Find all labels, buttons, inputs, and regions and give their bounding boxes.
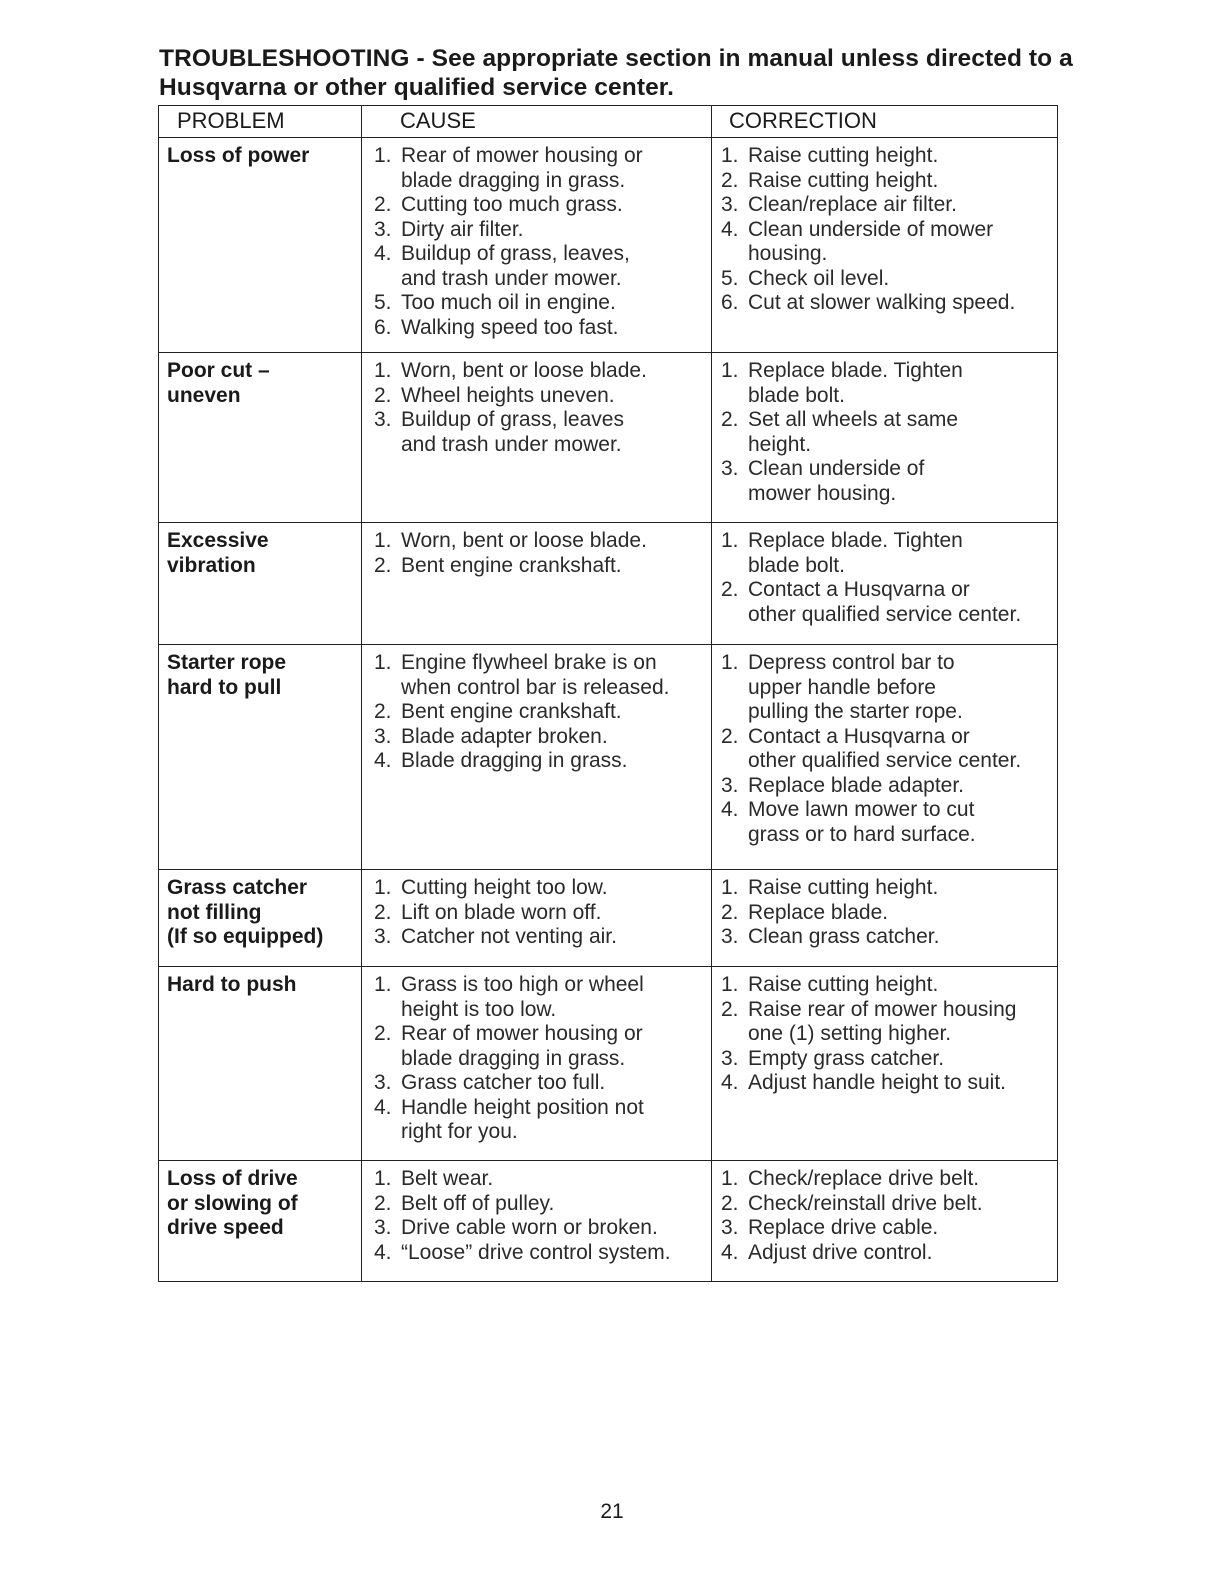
cause-item-text: Too much oil in engine. (401, 291, 616, 314)
cause-item-text: Blade dragging in grass. (401, 749, 628, 772)
correction-item-number: 2. (721, 578, 739, 601)
correction-item-number: 4. (721, 798, 739, 821)
correction-item-text: Replace blade. Tighten blade bolt. (748, 359, 963, 407)
cause-item-text: Buildup of grass, leaves, and trash under mower. (401, 242, 630, 290)
correction-item-text: Raise cutting height. (748, 876, 939, 899)
correction-item-text: Cut at slower walking speed. (748, 291, 1016, 314)
correction-item-number: 1. (721, 1167, 739, 1190)
correction-item (719, 578, 1051, 627)
cause-item (372, 1096, 705, 1145)
header-correction: CORRECTION (729, 108, 877, 133)
correction-cell (712, 1161, 1057, 1281)
correction-item-number: 2. (721, 168, 739, 192)
correction-item-text: Clean grass catcher. (748, 925, 940, 948)
cause-item-text: Drive cable worn or broken. (401, 1216, 658, 1239)
correction-cell (712, 870, 1057, 966)
cause-item-number: 3. (374, 408, 392, 431)
cause-item-text: “Loose” drive control system. (401, 1240, 671, 1264)
cause-item-text: Bent engine crankshaft. (401, 553, 622, 577)
correction-item (719, 901, 1051, 926)
correction-item (719, 457, 1051, 506)
cause-item-number: 3. (374, 724, 392, 748)
problem-cell (159, 1161, 362, 1281)
cause-item-text: Worn, bent or loose blade. (401, 529, 647, 552)
correction-item-text: Check/reinstall drive belt. (748, 1191, 983, 1215)
cause-item-text: Walking speed too fast. (401, 315, 619, 339)
correction-item (719, 529, 1051, 578)
cause-item-number: 5. (374, 291, 392, 314)
cause-item-text: Dirty air filter. (401, 217, 524, 241)
cause-item-number: 2. (374, 193, 392, 216)
cause-item (372, 1216, 705, 1241)
cause-item-number: 6. (374, 315, 392, 339)
cause-item-number: 4. (374, 1095, 392, 1119)
correction-item (719, 193, 1051, 218)
cause-item-number: 3. (374, 217, 392, 241)
correction-item-number: 3. (721, 773, 739, 797)
problem-cell (159, 645, 362, 869)
cause-cell (362, 523, 712, 644)
correction-item (719, 1071, 1051, 1096)
correction-item-text: Move lawn mower to cut grass or to hard surface. (748, 798, 976, 846)
table-header-row (159, 106, 1057, 137)
cause-item-number: 2. (374, 1022, 392, 1045)
correction-item (719, 169, 1051, 194)
cause-item-number: 1. (374, 973, 392, 996)
correction-item (719, 359, 1051, 408)
correction-item-number: 2. (721, 1191, 739, 1215)
correction-item-number: 3. (721, 1046, 739, 1070)
cause-item-text: Rear of mower housing or blade dragging in grass. (401, 144, 643, 192)
cause-item-number: 3. (374, 925, 392, 948)
correction-item-text: Contact a Husqvarna or other qualified service center. (748, 724, 1022, 772)
problem-cell (159, 870, 362, 966)
cause-item-text: Belt wear. (401, 1167, 494, 1190)
cause-item (372, 529, 705, 554)
cause-cell (362, 870, 712, 966)
cause-item (372, 316, 705, 341)
correction-item-text: Raise rear of mower housing one (1) setting higher. (748, 997, 1017, 1045)
problem-label: Excessive vibration (167, 529, 269, 577)
correction-item-text: Clean underside of mower housing. (748, 217, 994, 265)
cause-item (372, 218, 705, 243)
correction-item (719, 1192, 1051, 1217)
cause-item-number: 4. (374, 242, 392, 265)
cause-item (372, 901, 705, 926)
problem-label: Poor cut – uneven (167, 359, 270, 407)
cause-item-text: Wheel heights uneven. (401, 383, 615, 407)
correction-item-text: Depress control bar to upper handle before pulling the starter rope. (748, 651, 963, 723)
problem-label: Grass catcher not filling (If so equipped) (167, 876, 324, 948)
cause-item-number: 2. (374, 1191, 392, 1215)
cause-item (372, 359, 705, 384)
cause-cell (362, 138, 712, 352)
correction-item-number: 1. (721, 876, 739, 899)
cause-item (372, 749, 705, 774)
cause-item-number: 1. (374, 144, 392, 167)
cause-item-number: 2. (374, 700, 392, 723)
problem-cell (159, 523, 362, 644)
cause-item-text: Lift on blade worn off. (401, 900, 602, 924)
cause-item-number: 2. (374, 900, 392, 924)
cause-item-text: Worn, bent or loose blade. (401, 359, 647, 382)
correction-item-text: Adjust drive control. (748, 1240, 933, 1264)
cause-item-number: 1. (374, 1167, 392, 1190)
correction-item (719, 1167, 1051, 1192)
correction-cell (712, 353, 1057, 522)
cause-cell (362, 353, 712, 522)
problem-cell (159, 967, 362, 1160)
cause-item-text: Engine flywheel brake is on when control bar is released. (401, 651, 670, 699)
correction-item-number: 5. (721, 266, 739, 290)
cause-item (372, 876, 705, 901)
correction-item-text: Replace blade adapter. (748, 773, 964, 797)
cause-item-number: 4. (374, 1240, 392, 1264)
cause-item (372, 973, 705, 1022)
cause-item-number: 3. (374, 1216, 392, 1239)
page-number: 21 (600, 1500, 624, 1523)
cause-item-number: 1. (374, 359, 392, 382)
correction-item-number: 3. (721, 457, 739, 480)
correction-item-number: 1. (721, 529, 739, 552)
correction-item (719, 876, 1051, 901)
correction-item (719, 218, 1051, 267)
cause-item (372, 725, 705, 750)
cause-item-text: Buildup of grass, leaves and trash under mower. (401, 408, 624, 456)
correction-item-text: Set all wheels at same height. (748, 408, 959, 456)
troubleshooting-table (158, 105, 1058, 1282)
correction-item-number: 1. (721, 651, 739, 674)
cause-item-text: Rear of mower housing or blade dragging in grass. (401, 1022, 643, 1070)
cause-item-text: Belt off of pulley. (401, 1191, 555, 1215)
correction-item (719, 1241, 1051, 1266)
cause-item (372, 700, 705, 725)
cause-item (372, 1167, 705, 1192)
cause-item (372, 384, 705, 409)
correction-item-number: 3. (721, 1216, 739, 1239)
correction-item-number: 4. (721, 1071, 739, 1094)
problem-cell (159, 353, 362, 522)
correction-item-text: Raise cutting height. (748, 144, 939, 167)
table-row (159, 1160, 1057, 1281)
cause-item-number: 2. (374, 553, 392, 577)
cause-item (372, 1241, 705, 1266)
correction-item-text: Contact a Husqvarna or other qualified service center. (748, 578, 1022, 626)
correction-item (719, 651, 1051, 725)
table-row (159, 966, 1057, 1160)
correction-item (719, 798, 1051, 847)
correction-item-text: Clean underside of mower housing. (748, 457, 925, 505)
cause-item (372, 408, 705, 457)
correction-cell (712, 645, 1057, 869)
cause-item (372, 925, 705, 950)
correction-item (719, 408, 1051, 457)
correction-item-number: 1. (721, 144, 739, 167)
correction-cell (712, 138, 1057, 352)
cause-item-number: 2. (374, 383, 392, 407)
correction-item-number: 2. (721, 900, 739, 924)
cause-item-number: 1. (374, 529, 392, 552)
cause-item (372, 651, 705, 700)
correction-item (719, 998, 1051, 1047)
cause-item-number: 4. (374, 749, 392, 772)
correction-item-text: Raise cutting height. (748, 168, 939, 192)
correction-item (719, 267, 1051, 292)
correction-item-text: Check/replace drive belt. (748, 1167, 980, 1190)
correction-item (719, 144, 1051, 169)
correction-item-text: Replace drive cable. (748, 1216, 939, 1239)
correction-item (719, 925, 1051, 950)
cause-item-number: 1. (374, 651, 392, 674)
correction-item (719, 774, 1051, 799)
correction-item (719, 725, 1051, 774)
cause-item-text: Cutting too much grass. (401, 193, 623, 216)
cause-item (372, 1192, 705, 1217)
correction-item-text: Clean/replace air filter. (748, 193, 957, 216)
cause-item-text: Blade adapter broken. (401, 724, 608, 748)
cause-item-text: Catcher not venting air. (401, 925, 617, 948)
problem-label: Loss of power (167, 144, 310, 167)
correction-item-number: 1. (721, 359, 739, 382)
correction-item (719, 291, 1051, 316)
cause-item (372, 1022, 705, 1071)
cause-item-text: Cutting height too low. (401, 876, 608, 899)
cause-cell (362, 967, 712, 1160)
cause-item (372, 1071, 705, 1096)
correction-item-number: 2. (721, 724, 739, 748)
correction-item-text: Adjust handle height to suit. (748, 1071, 1007, 1094)
cause-item-text: Grass is too high or wheel height is too low. (401, 973, 644, 1021)
cause-cell (362, 1161, 712, 1281)
header-problem: PROBLEM (159, 106, 362, 137)
table-row (159, 644, 1057, 869)
cause-item-text: Handle height position not right for you. (401, 1095, 644, 1143)
correction-item (719, 973, 1051, 998)
table-row (159, 869, 1057, 966)
correction-item-text: Empty grass catcher. (748, 1046, 945, 1070)
problem-label: Loss of drive or slowing of drive speed (167, 1167, 298, 1239)
correction-item-number: 2. (721, 408, 739, 431)
page-title: TROUBLESHOOTING - See appropriate section in manual unless directed to a Husqvarna or other qualified service center. (159, 45, 1073, 101)
cause-cell (362, 645, 712, 869)
correction-item-text: Check oil level. (748, 266, 890, 290)
correction-cell (712, 523, 1057, 644)
correction-item-text: Raise cutting height. (748, 973, 939, 996)
correction-item-text: Replace blade. (748, 900, 889, 924)
correction-item-number: 1. (721, 973, 739, 996)
correction-item-number: 4. (721, 217, 739, 241)
correction-item (719, 1047, 1051, 1072)
correction-item-number: 4. (721, 1240, 739, 1264)
cause-item (372, 193, 705, 218)
header-cause: CAUSE (362, 106, 712, 137)
cause-item (372, 242, 705, 291)
cause-item (372, 144, 705, 193)
cause-item (372, 554, 705, 579)
cause-item-text: Grass catcher too full. (401, 1071, 606, 1094)
correction-item-number: 6. (721, 291, 739, 314)
correction-item (719, 1216, 1051, 1241)
correction-item-number: 2. (721, 997, 739, 1021)
problem-label: Starter rope hard to pull (167, 651, 287, 699)
cause-item (372, 291, 705, 316)
correction-item-text: Replace blade. Tighten blade bolt. (748, 529, 963, 577)
table-row (159, 137, 1057, 352)
table-body (159, 137, 1057, 1281)
correction-item-number: 3. (721, 925, 739, 948)
problem-label: Hard to push (167, 973, 297, 996)
cause-item-number: 1. (374, 876, 392, 899)
table-row (159, 352, 1057, 522)
correction-cell (712, 967, 1057, 1160)
correction-item-number: 3. (721, 193, 739, 216)
table-row (159, 522, 1057, 644)
cause-item-text: Bent engine crankshaft. (401, 700, 622, 723)
cause-item-number: 3. (374, 1071, 392, 1094)
problem-cell (159, 138, 362, 352)
